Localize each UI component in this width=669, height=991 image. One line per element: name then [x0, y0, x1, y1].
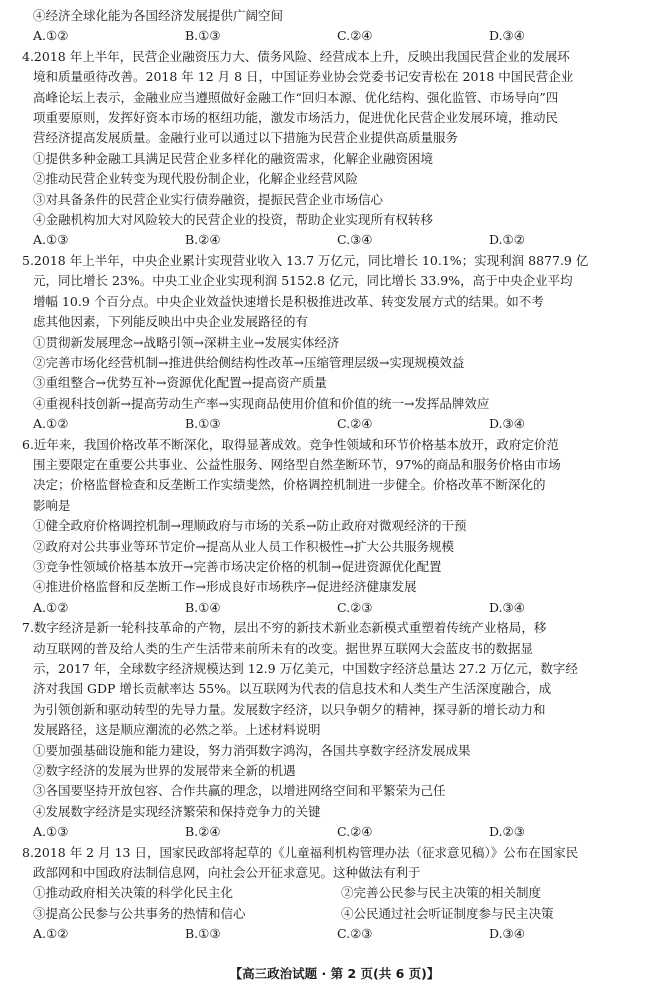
question-stem-line: 围主要限定在重要公共事业、公益性服务、网络型自然垄断环节，97%的商品和服务价格由市场 — [33, 456, 561, 472]
choice-d: D.②③ — [489, 824, 525, 840]
question-8 — [22, 843, 652, 945]
statement-option-row — [22, 904, 652, 924]
choice-c: C.②③ — [337, 926, 373, 942]
question-stem-line: 6.近年来，我国价格改革不断深化，取得显著成效。竞争性领域和环节价格基本放开，政府定价范 — [22, 436, 559, 452]
choice-a: A.①② — [33, 28, 69, 44]
statement-option: ④发展数字经济是实现经济繁荣和保持竞争力的关键 — [33, 803, 321, 819]
question-stem-line: 示，2017 年，全球数字经济规模达到 12.9 万亿美元，中国数字经济总量达 27.2 万亿元，数字经 — [33, 661, 578, 676]
statement-option: ②数字经济的发展为世界的发展带来全新的机遇 — [33, 763, 296, 779]
question-stem-line: 为引领创新和驱动转型的先导力量。发展数字经济，以只争朝夕的精神，探寻新的增长动力和 — [33, 701, 546, 717]
choice-a: A.①② — [33, 599, 69, 615]
question-stem-line: 7.数字经济是新一轮科技革命的产物，层出不穷的新技术新业态新模式重塑着传统产业格局，移 — [22, 620, 547, 636]
prev-question-option-4: ④经济全球化能为各国经济发展提供广阔空间 — [33, 8, 284, 23]
statement-option-row — [22, 883, 652, 903]
choice-b: B.①④ — [185, 599, 221, 615]
exam-page — [22, 6, 652, 945]
question-stem-line: 政部网和中国政府法制信息网，向社会公开征求意见。这种做法有利于 — [33, 865, 421, 881]
choice-d: D.③④ — [489, 28, 525, 44]
answer-choices — [22, 230, 652, 250]
statement-option: ④金融机构加大对风险较大的民营企业的投资，帮助企业实现所有权转移 — [33, 212, 434, 228]
choice-d: D.①② — [489, 232, 525, 248]
question-stem-line: 发展路径，这是顺应潮流的必然之举。上述材料说明 — [33, 722, 321, 738]
prev-question-choices — [22, 26, 652, 46]
question-5 — [22, 251, 652, 435]
statement-option: ③重组整合→优势互补→资源优化配置→提高资产质量 — [33, 375, 327, 391]
answer-choices — [22, 822, 652, 842]
question-stem-line: 元，同比增长 23%。中央工业企业实现利润 5152.8 亿元，同比增长 33.9%，高于中央企业平均 — [33, 273, 573, 289]
choice-a: A.①② — [33, 416, 69, 432]
choice-b: B.①③ — [185, 416, 221, 432]
question-4 — [22, 47, 652, 251]
question-stem-line: 增幅 10.9 个百分点。中央企业效益快速增长是积极推进改革、转变发展方式的结果。如不考 — [33, 293, 544, 309]
statement-option: ④公民通过社会听证制度参与民主决策 — [341, 905, 554, 921]
question-stem-line: 境和质量亟待改善。2018 年 12 月 8 日，中国证券业协会党委书记安青松在 2018 中国民营企业 — [33, 69, 574, 85]
choice-a: A.①② — [33, 926, 69, 942]
statement-option: ②政府对公共事业等环节定价→提高从业人员工作积极性→扩大公共服务规模 — [33, 538, 454, 554]
page-footer: 【高三政治试题 · 第 2 页(共 6 页)】 — [229, 966, 440, 981]
question-stem-line: 8.2018 年 2 月 13 日，国家民政部将起草的《儿童福利机构管理办法（征求意见稿）》公布在国家民 — [22, 844, 579, 860]
statement-option: ④推进价格监督和反垄断工作→形成良好市场秩序→促进经济健康发展 — [33, 579, 417, 595]
statement-option: ③提高公民参与公共事务的热情和信心 — [33, 905, 246, 921]
statement-option: ④重视科技创新→提高劳动生产率→实现商品使用价值和价值的统一→发挥品牌效应 — [33, 395, 490, 411]
choice-c: C.②④ — [337, 28, 373, 44]
choice-a: A.①③ — [33, 824, 69, 840]
question-stem-line: 济对我国 GDP 增长贡献率达 55%。以互联网为代表的信息技术和人类生产生活深度融合，成 — [33, 681, 552, 697]
statement-option: ③对具备条件的民营企业实行债券融资，提振民营企业市场信心 — [33, 191, 384, 207]
choice-c: C.②③ — [337, 599, 373, 615]
statement-option: ①推动政府相关决策的科学化民主化 — [33, 885, 234, 901]
question-stem-line: 5.2018 年上半年，中央企业累计实现营业收入 13.7 万亿元，同比增长 10.1%；实现利润 8877.9 亿 — [22, 252, 589, 268]
question-stem-line: 决定；价格监督检查和反垄断工作实绩斐然，价格调控机制进一步健全。价格改革不断深化的 — [33, 477, 546, 493]
statement-option: ②完善公民参与民主决策的相关制度 — [341, 885, 542, 901]
choice-c: C.②④ — [337, 824, 373, 840]
statement-option: ①提供多种金融工具满足民营企业多样化的融资需求，化解企业融资困境 — [33, 150, 434, 166]
choice-b: B.①③ — [185, 926, 221, 942]
statement-option: ②完善市场化经营机制→推进供给侧结构性改革→压缩管理层级→实现规模效益 — [33, 354, 465, 370]
statement-option: ①贯彻新发展理念→战略引领→深耕主业→发展实体经济 — [33, 334, 340, 350]
choice-c: C.②④ — [337, 416, 373, 432]
question-stem-line: 营经济提高发展质量。金融行业可以通过以下措施为民营企业提供高质量服务 — [33, 130, 459, 146]
answer-choices — [22, 598, 652, 618]
question-7 — [22, 618, 652, 842]
choice-b: B.①③ — [185, 28, 221, 44]
choice-d: D.③④ — [489, 416, 525, 432]
statement-option: ①健全政府价格调控机制→理顺政府与市场的关系→防止政府对微观经济的干预 — [33, 518, 467, 534]
question-stem-line: 4.2018 年上半年，民营企业融资压力大、债务风险、经营成本上升，反映出我国民营企业的发展环 — [22, 48, 570, 64]
choice-b: B.②④ — [185, 824, 221, 840]
choice-b: B.②④ — [185, 232, 221, 248]
statement-option: ②推动民营企业转变为现代股份制企业，化解企业经营风险 — [33, 171, 359, 187]
choice-a: A.①③ — [33, 232, 69, 248]
statement-option: ③各国要坚持开放包容、合作共赢的理念，以增进网络空间和平繁荣为己任 — [33, 783, 446, 799]
question-stem-line: 影响是 — [33, 497, 71, 513]
question-stem-line: 高峰论坛上表示，金融业应当遵照做好金融工作“回归本源、优化结构、强化监管、市场导向”四 — [33, 89, 559, 105]
choice-c: C.③④ — [337, 232, 373, 248]
question-stem-line: 动互联网的普及给人类的生产生活带来前所未有的改变。据世界互联网大会蓝皮书的数据显 — [33, 640, 534, 656]
question-stem-line: 虑其他因素，下列能反映出中央企业发展路径的有 — [33, 314, 309, 330]
question-6 — [22, 435, 652, 619]
statement-option: ①要加强基础设施和能力建设，努力消弭数字鸿沟，各国共享数字经济发展成果 — [33, 742, 471, 758]
question-stem-line: 项重要原则，发挥好资本市场的枢纽功能，激发市场活力，促进优化民营企业发展环境，推动民 — [33, 110, 559, 126]
answer-choices — [22, 924, 652, 944]
statement-option: ③竞争性领域价格基本放开→完善市场决定价格的机制→促进资源优化配置 — [33, 558, 442, 574]
choice-d: D.③④ — [489, 599, 525, 615]
answer-choices — [22, 414, 652, 434]
choice-d: D.③④ — [489, 926, 525, 942]
